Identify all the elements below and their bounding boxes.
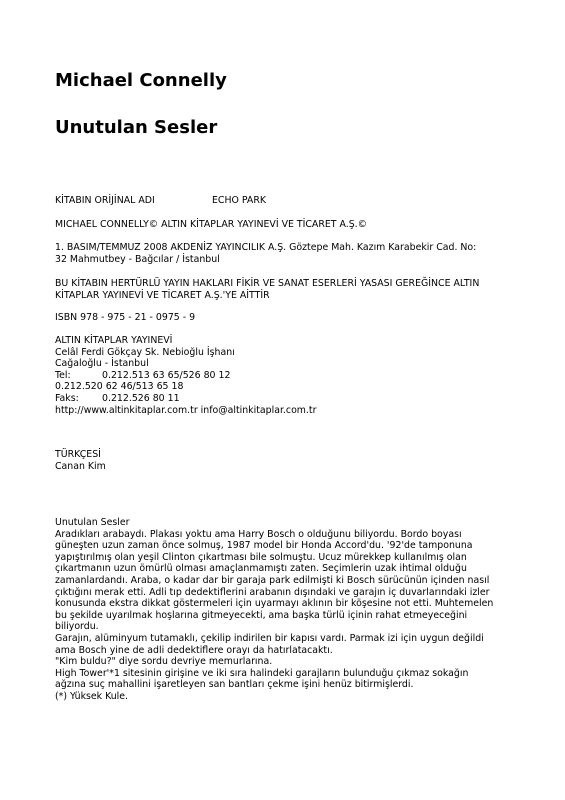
fax-label: Faks: (55, 392, 79, 404)
body-line: yapıştırılmış olan yeşil Clinton çıkartması bile solmuştu. Ucuz mürekkep kullanılmış olan (55, 551, 467, 563)
telephone-row (55, 370, 533, 382)
body-line: Garajın, alüminyum tutamaklı, çekilip indirilen bir kapısı vardı. Parmak izi için uygun değildi (55, 632, 484, 644)
body-line: bu şekilde uyarılmak hoşlarına gitmeyecekti, ama başka türlü içinin rahat etmeyeceğini (55, 609, 468, 621)
original-title-value: ECHO PARK (212, 195, 267, 206)
body-line: çıktığını merak etti. Adli tıp dedektiflerini arabanın dışındaki ve garajın iç duvarlarındaki izler (55, 586, 490, 598)
fax-row (55, 393, 533, 405)
original-title-row (55, 195, 267, 207)
body-line: güneşten uzun zaman önce solmuş, 1987 model bir Honda Accord'du. '92'de tamponuna (55, 540, 473, 552)
original-title-label: KİTABIN ORİJİNAL ADI (55, 195, 155, 206)
body-line: High Tower'*1 sitesinin girişine ve iki sıra halindeki garajların bulunduğu çıkmaz sokağın (55, 667, 469, 679)
body-line: Aradıkları arabaydı. Plakası yoktu ama Harry Bosch o olduğunu biliyordu. Bordo boyası (55, 528, 462, 540)
body-line: konusunda ekstra dikkat göstermeleri için uyarmayı aklının bir köşesine not etti. Muhtemelen (55, 598, 494, 610)
telephone-value-2: 0.212.520 62 46/513 65 18 (55, 381, 184, 393)
fax-value: 0.212.526 80 11 (102, 392, 180, 404)
rights-line: BU KİTABIN HERTÜRLÜ YAYIN HAKLARI FİKİR VE SANAT ESERLERİ YASASI GEREĞİNCE ALTIN (55, 278, 480, 289)
publisher-address: Cağaloğlu - İstanbul (55, 358, 149, 370)
book-title-heading: Unutulan Sesler (55, 117, 218, 138)
translation-label: TÜRKÇESİ (55, 449, 101, 460)
publisher-address: Celâl Ferdi Gökçay Sk. Nebioğlu İşhanı (55, 346, 235, 358)
body-line: ama Bosch yine de adli dedektiflere orayı da hatırlatacaktı. (55, 644, 333, 656)
body-line: çıkartmanın uzun ömürlü olması amaçlanmamıştı zaten. Seçimlerin uzak ihtimal olduğu (55, 563, 467, 575)
copyright-line: MICHAEL CONNELLY© ALTIN KİTAPLAR YAYINEVİ VE TİCARET A.Ş.© (55, 219, 368, 230)
translator-name: Canan Kim (55, 460, 106, 472)
translation-info (55, 449, 533, 472)
body-heading: Unutulan Sesler (55, 517, 130, 528)
rights-line: KİTAPLAR YAYINEVİ VE TİCARET A.Ş.'YE AİTTİR (55, 289, 270, 301)
body-line: ağzına suç mahallini işaretleyen san bantları çekme işini henüz bitirmişlerdi. (55, 679, 414, 691)
rights-notice (55, 278, 533, 301)
isbn: ISBN 978 - 975 - 21 - 0975 - 9 (55, 312, 196, 323)
body-text (55, 517, 533, 703)
telephone-label: Tel: (55, 369, 71, 381)
edition-line: 32 Mahmutbey - Bağcılar / İstanbul (55, 253, 220, 265)
publisher-info (55, 335, 533, 416)
telephone-value: 0.212.513 63 65/526 80 12 (102, 369, 231, 381)
publisher-web-link[interactable]: http://www.altinkitaplar.com.tr info@altinkitaplar.com.tr (55, 404, 317, 416)
edition-line: 1. BASIM/TEMMUZ 2008 AKDENİZ YAYINCILIK A.Ş. Göztepe Mah. Kazım Karabekir Cad. No: (55, 242, 477, 253)
publisher-name: ALTIN KİTAPLAR YAYINEVİ (55, 335, 173, 346)
body-line: biliyordu. (55, 621, 99, 633)
body-line: "Kim buldu?" diye sordu devriye memurlarına. (55, 656, 273, 668)
body-line: (*) Yüksek Kule. (55, 690, 129, 702)
author-heading: Michael Connelly (55, 70, 227, 91)
body-line: zamanlardandı. Araba, o kadar dar bir garaja park edilmişti ki Bosch sürücünün içinden nasıl (55, 574, 490, 586)
edition-info (55, 242, 533, 265)
